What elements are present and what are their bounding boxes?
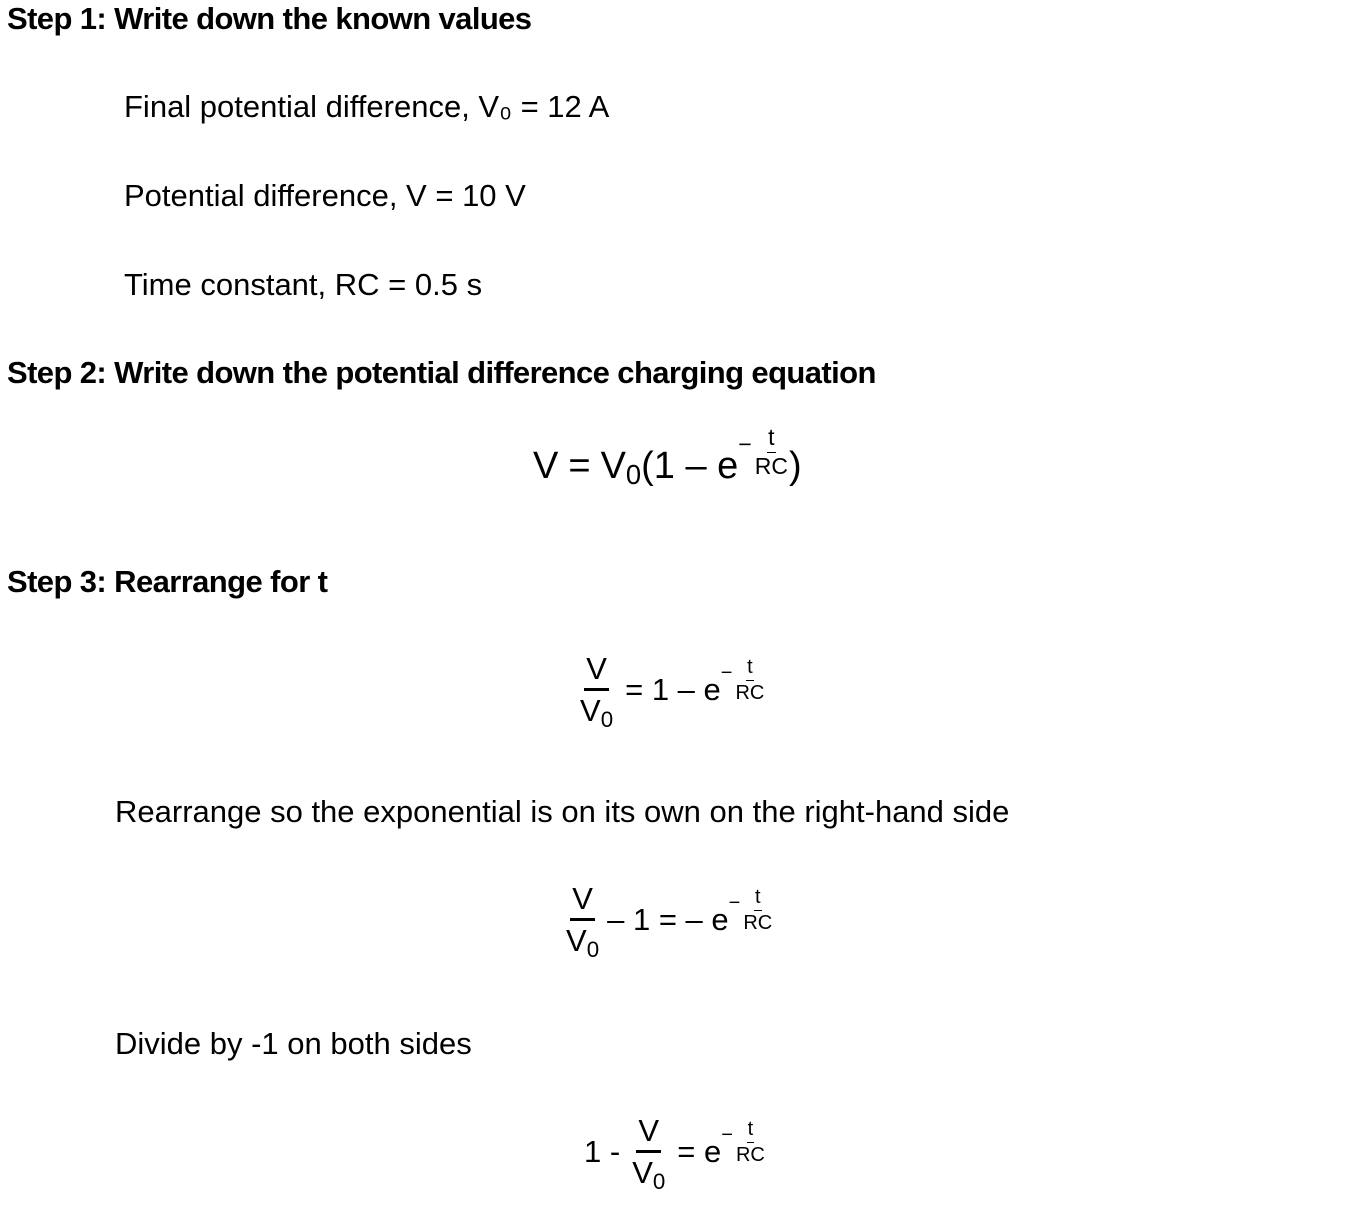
fraction-v-over-v0: $\frac{V}{V0}$ bbox=[580, 651, 614, 732]
eq3-rhs: = e bbox=[677, 1133, 722, 1169]
known-value-time-constant: Time constant, RC = 0.5 s bbox=[124, 267, 483, 302]
eq-bracket-open: (1 – e bbox=[641, 444, 739, 487]
eq-v0: V0 bbox=[600, 444, 642, 491]
rearranged-equation-1 bbox=[578, 651, 765, 732]
eq-lhs: V bbox=[533, 444, 559, 487]
eq2-exponent: − $\frac{t}{RC}$ bbox=[728, 885, 773, 934]
known-value-final-potential: Final potential difference, V₀ = 12 A bbox=[124, 89, 610, 124]
eq-equals: = bbox=[568, 444, 591, 487]
instruction-divide: Divide by -1 on both sides bbox=[115, 1026, 472, 1061]
step-2-heading: Step 2: Write down the potential difference charging equation bbox=[7, 355, 876, 390]
eq-bracket-close: ) bbox=[788, 444, 802, 487]
step-1-heading: Step 1: Write down the known values bbox=[7, 1, 532, 36]
step-3-heading: Step 3: Rearrange for t bbox=[7, 564, 328, 599]
rearranged-equation-3 bbox=[584, 1113, 766, 1194]
instruction-isolate-exponential: Rearrange so the exponential is on its own on the right-hand side bbox=[115, 794, 1010, 829]
eq3-lhs: 1 - bbox=[584, 1133, 621, 1169]
fraction-v-over-v0: $\frac{V}{V0}$ bbox=[632, 1113, 666, 1194]
rearranged-equation-2 bbox=[564, 881, 773, 962]
eq3-exponent: − $\frac{t}{RC}$ bbox=[721, 1117, 765, 1166]
charging-equation bbox=[533, 424, 802, 492]
eq-exponent: − $\frac{t}{RC}$ bbox=[738, 424, 788, 479]
eq1-exponent: − $\frac{t}{RC}$ bbox=[720, 655, 765, 704]
eq1-rhs: = 1 – e bbox=[625, 671, 721, 707]
eq2-rhs: – 1 = – e bbox=[607, 901, 729, 937]
fraction-v-over-v0: $\frac{V}{V0}$ bbox=[566, 881, 600, 962]
known-value-potential-difference: Potential difference, V = 10 V bbox=[124, 178, 526, 213]
